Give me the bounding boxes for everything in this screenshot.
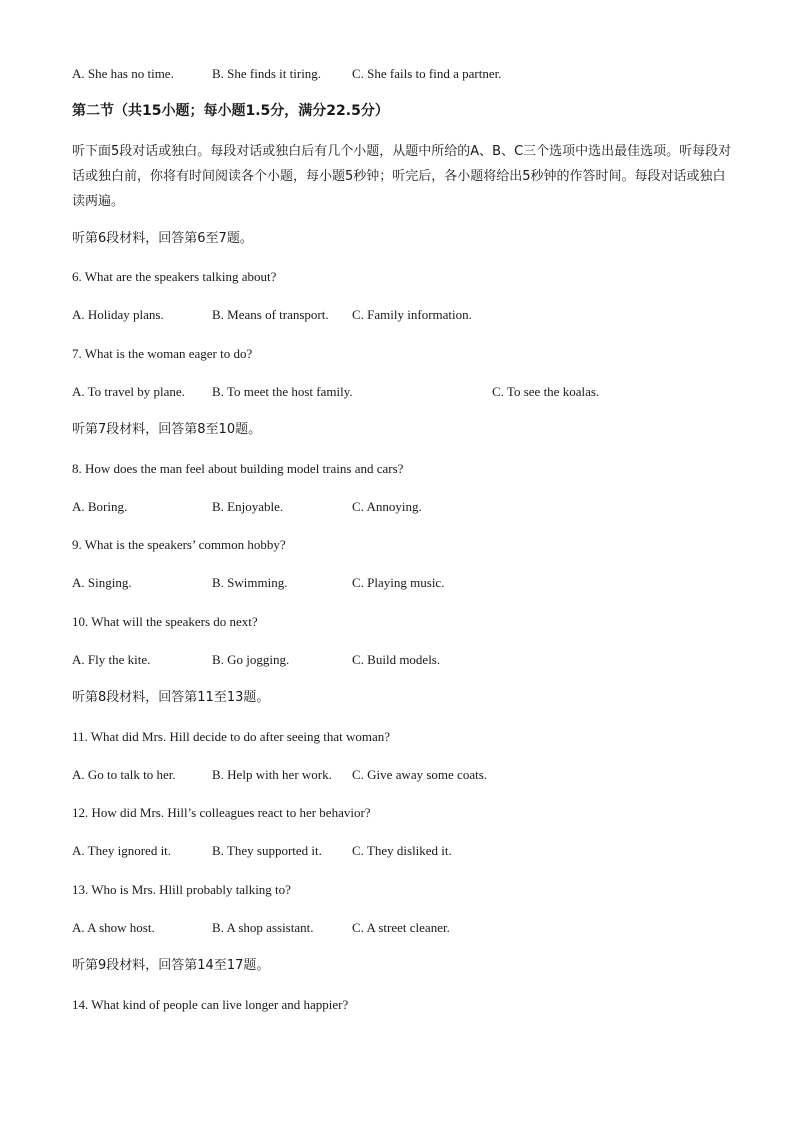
option-b: B. Go jogging. xyxy=(212,652,290,667)
group-label: 听第9段材料，回答第14至17题。 xyxy=(72,958,270,973)
option-c: C. Playing music. xyxy=(352,575,445,590)
question-text: 10. What will the speakers do next? xyxy=(72,614,258,629)
option-b: B. To meet the host family. xyxy=(212,384,353,399)
option-a: A. Go to talk to her. xyxy=(72,767,176,782)
group-label: 听第8段材料，回答第11至13题。 xyxy=(72,690,270,705)
group-label: 听第7段材料，回答第8至10题。 xyxy=(72,422,262,437)
option-c: C. Annoying. xyxy=(352,499,422,514)
prev-option-b: B. She finds it tiring. xyxy=(212,66,322,81)
question-text: 8. How does the man feel about building model trains and cars? xyxy=(72,461,404,476)
option-a: A. Singing. xyxy=(72,575,132,590)
option-b: B. A shop assistant. xyxy=(212,920,314,935)
question-text: 9. What is the speakers’ common hobby? xyxy=(72,537,286,552)
question-text: 6. What are the speakers talking about? xyxy=(72,269,277,284)
option-c: C. Build models. xyxy=(352,652,441,667)
option-b: B. Means of transport. xyxy=(212,307,329,322)
question-text: 14. What kind of people can live longer and happier? xyxy=(72,997,349,1012)
question-text: 11. What did Mrs. Hill decide to do after seeing that woman? xyxy=(72,729,391,744)
option-a: A. Fly the kite. xyxy=(72,652,151,667)
option-c: C. A street cleaner. xyxy=(352,920,450,935)
option-a: A. Holiday plans. xyxy=(72,307,164,322)
option-a: A. A show host. xyxy=(72,920,155,935)
option-b: B. They supported it. xyxy=(212,843,322,858)
group-label: 听第6段材料，回答第6至7题。 xyxy=(72,231,253,246)
question-text: 13. Who is Mrs. Hlill probably talking to? xyxy=(72,882,291,897)
option-a: A. They ignored it. xyxy=(72,843,172,858)
option-c: C. Family information. xyxy=(352,307,472,322)
prev-option-c: C. She fails to find a partner. xyxy=(352,66,502,81)
prev-option-a: A. She has no time. xyxy=(72,66,174,81)
option-b: B. Help with her work. xyxy=(212,767,332,782)
option-c: C. To see the koalas. xyxy=(492,384,600,399)
option-c: C. Give away some coats. xyxy=(352,767,488,782)
section-heading: 第二节（共15小题；每小题1.5分，满分22.5分） xyxy=(72,103,389,119)
option-b: B. Enjoyable. xyxy=(212,499,284,514)
option-b: B. Swimming. xyxy=(212,575,288,590)
option-c: C. They disliked it. xyxy=(352,843,452,858)
option-a: A. To travel by plane. xyxy=(72,384,185,399)
question-text: 12. How did Mrs. Hill’s colleagues react to her behavior? xyxy=(72,805,371,820)
question-text: 7. What is the woman eager to do? xyxy=(72,346,253,361)
instructions: 听下面5段对话或独白。每段对话或独白后有几个小题，从题中所给的A、B、C三个选项中选出最佳选项。听每段对话或独白前，你将有时间阅读各个小题，每小题5秒钟；听完后，各小题将给出5秒钟的作答时间。每段对话或独白读两遍。 xyxy=(72,144,732,209)
option-a: A. Boring. xyxy=(72,499,128,514)
